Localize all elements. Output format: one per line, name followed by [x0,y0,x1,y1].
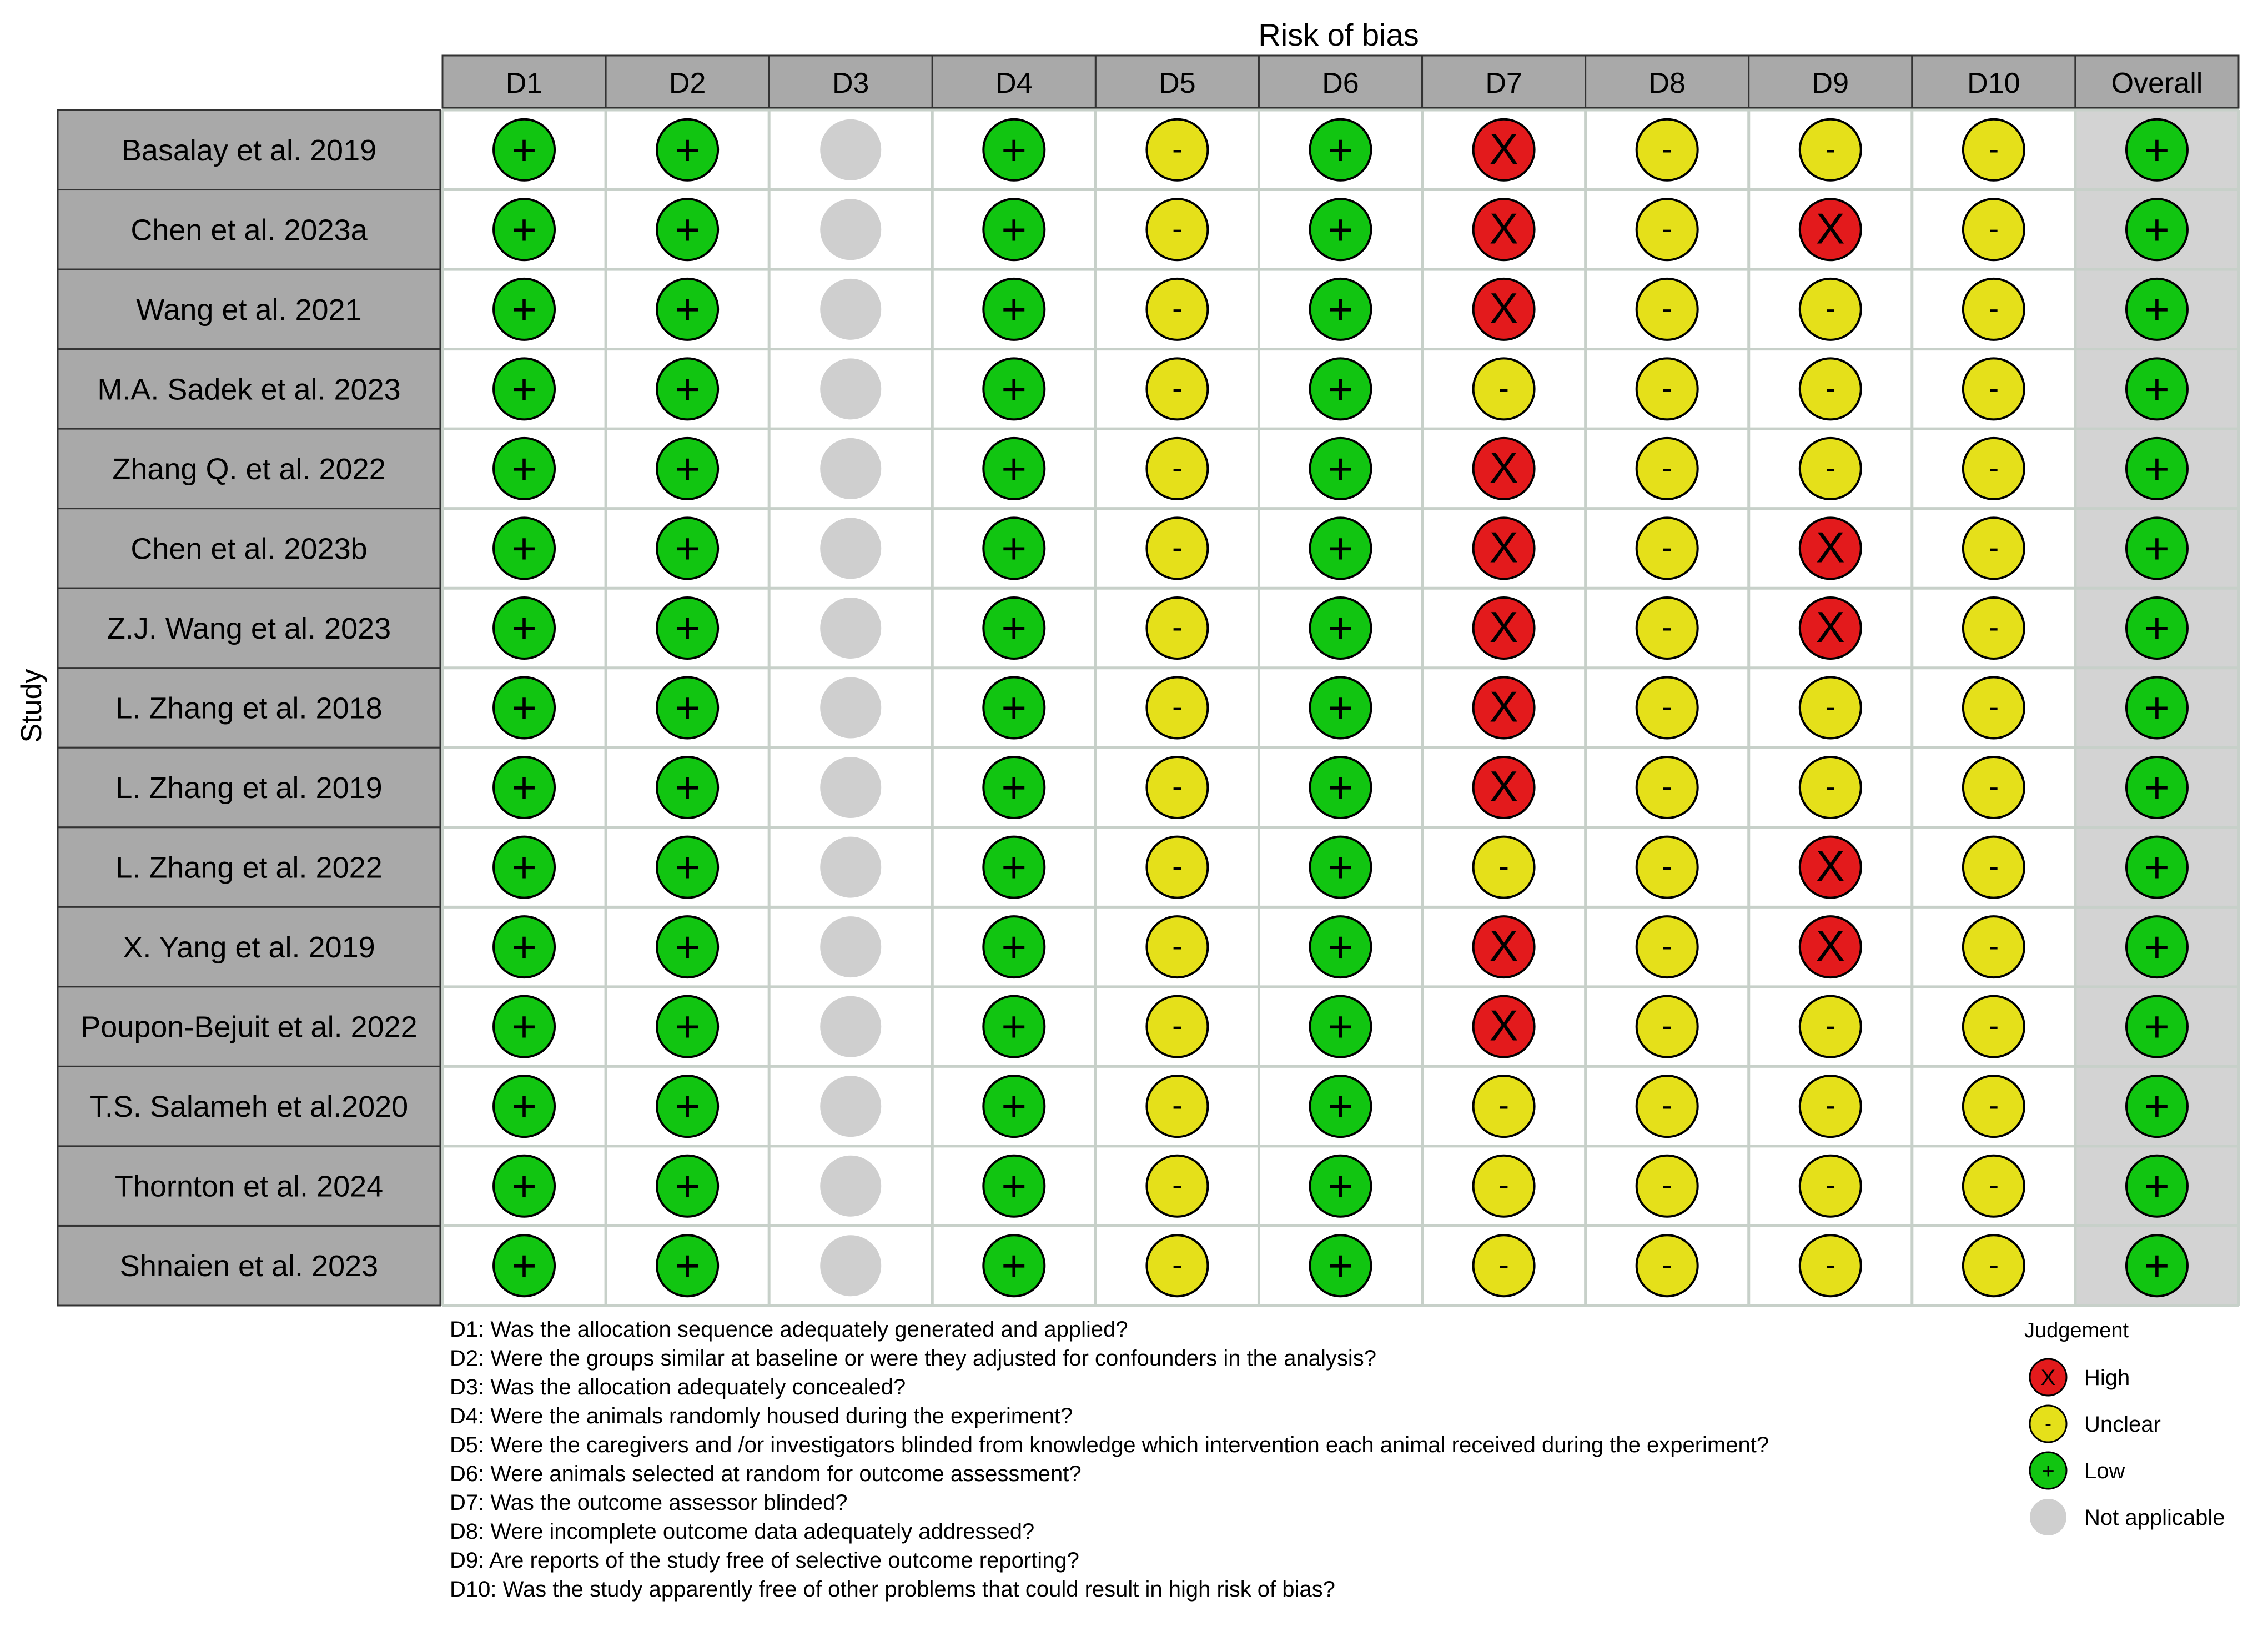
judgement-symbol: + [2144,842,2170,892]
judgement-symbol: + [675,683,700,732]
study-label: Thornton et al. 2024 [114,1170,384,1203]
study-label: M.A. Sadek et al. 2023 [97,373,401,406]
judgement-symbol: + [675,205,700,254]
judgement-symbol: - [1498,1247,1509,1282]
judgement-symbol: - [1172,370,1183,405]
judgement-symbol: + [675,922,700,972]
judgement-symbol: - [1498,1087,1509,1123]
judgement-symbol: + [675,1241,700,1291]
judgement-symbol: + [511,1002,537,1051]
judgement-symbol: + [675,284,700,334]
judgement-symbol: + [511,524,537,573]
judgement-symbol: - [1662,1087,1673,1123]
judgement-symbol: + [511,603,537,653]
judgement-symbol: + [511,1241,537,1291]
domain-note: D7: Was the outcome assessor blinded? [450,1490,848,1515]
study-label: L. Zhang et al. 2022 [115,851,383,885]
judgement-symbol: + [2144,444,2170,493]
judgement-mark [820,279,881,340]
legend-symbol: X [2040,1366,2056,1390]
domain-notes [450,1315,1769,1604]
legend-label: Low [2084,1459,2125,1483]
study-label: Shnaien et al. 2023 [119,1249,379,1283]
domain-header-label: D10 [1967,67,2020,99]
judgement-symbol: - [1498,370,1509,405]
judgement-symbol: + [511,922,537,972]
judgement-symbol: + [1327,922,1354,972]
judgement-symbol: - [1988,1087,1999,1123]
domain-header-label: D1 [505,67,543,99]
judgement-symbol: + [511,364,537,414]
judgement-symbol: - [1172,1247,1183,1282]
judgement-symbol: + [511,205,537,254]
judgement-symbol: + [1001,284,1027,334]
domain-header [442,56,2239,108]
study-label: Zhang Q. et al. 2022 [112,452,386,486]
judgement-symbol: - [1662,210,1673,246]
judgement-symbol: + [1327,1002,1354,1051]
judgement-symbol: - [1498,1167,1509,1202]
judgement-symbol: - [1825,370,1836,405]
judgement-symbol: - [1172,210,1183,246]
judgement-symbol: - [1988,290,1999,325]
judgement-symbol: + [1327,763,1354,812]
judgement-mark [820,916,881,977]
judgement-mark [820,678,881,739]
judgement-symbol: X [1489,682,1518,731]
judgement-symbol: + [1327,205,1354,254]
judgement-symbol: + [1327,364,1354,414]
judgement-symbol: - [1662,529,1673,565]
judgement-symbol: - [1662,290,1673,325]
domain-note: D5: Were the caregivers and /or investigators blinded from knowledge which intervention each animal received during the experiment? [450,1433,1769,1457]
judgement-symbol: + [1327,524,1354,573]
judgement-symbol: - [1662,449,1673,485]
domain-note: D8: Were incomplete outcome data adequately addressed? [450,1519,1035,1544]
judgement-mark [820,199,881,260]
judgement-mark [820,119,881,180]
judgement-symbol: - [1988,689,1999,724]
judgement-mark [820,1076,881,1137]
judgement-symbol: - [1172,769,1183,804]
judgement-symbol: + [2144,284,2170,334]
judgement-symbol: + [1327,284,1354,334]
judgement-symbol: + [1001,842,1027,892]
judgement-symbol: + [1001,524,1027,573]
judgement-symbol: X [1816,841,1845,891]
judgement-symbol: + [675,364,700,414]
judgement-symbol: + [675,524,700,573]
judgement-mark [820,598,881,659]
judgement-symbol: + [2144,364,2170,414]
judgement-mark [820,1235,881,1296]
judgement-symbol: - [1662,1167,1673,1202]
domain-header-label: D5 [1159,67,1196,99]
judgement-symbol: - [1172,1167,1183,1202]
judgement-symbol: - [1172,449,1183,485]
judgement-symbol: - [1662,769,1673,804]
judgement-symbol: - [1988,529,1999,565]
judgement-symbol: - [1988,449,1999,485]
study-labels [58,110,440,1306]
legend-label: Not applicable [2084,1505,2225,1530]
judgement-symbol: - [1988,370,1999,405]
judgement-symbol: - [1825,449,1836,485]
judgement-symbol: + [1001,444,1027,493]
study-label: X. Yang et al. 2019 [123,931,375,965]
judgement-symbol: X [1816,204,1845,253]
judgement-symbol: - [1988,210,1999,246]
judgement-symbol: - [1988,848,1999,884]
judgement-mark [820,996,881,1057]
judgement-symbol: + [2144,683,2170,732]
judgement-symbol: X [1816,523,1845,572]
judgement-symbol: + [1001,763,1027,812]
judgement-symbol: - [1172,689,1183,724]
judgement-symbol: X [1489,523,1518,572]
judgement-symbol: + [675,763,700,812]
judgement-symbol: + [675,1082,700,1131]
judgement-symbol: - [1172,609,1183,644]
judgement-symbol: + [2144,603,2170,653]
judgement-symbol: + [1001,922,1027,972]
judgement-symbol: - [1172,1007,1183,1043]
domain-note: D3: Was the allocation adequately concealed? [450,1375,906,1399]
judgement-symbol: + [2144,1241,2170,1291]
judgement-symbol: X [1489,443,1518,492]
legend-symbol: - [2045,1412,2051,1434]
judgement-symbol: + [675,1161,700,1211]
judgement-symbol: + [1001,1082,1027,1131]
study-label: Chen et al. 2023b [130,532,368,566]
legend [2024,1319,2225,1535]
judgement-symbol: - [1172,529,1183,565]
judgement-symbol: + [2144,524,2170,573]
domain-note: D10: Was the study apparently free of other problems that could result in high risk of bias? [450,1577,1335,1602]
study-label: L. Zhang et al. 2019 [115,771,383,805]
judgement-symbol: - [1172,290,1183,325]
judgement-mark [820,757,881,818]
judgement-symbol: X [1489,124,1518,173]
judgement-symbol: - [1172,928,1183,963]
judgement-symbol: + [511,763,537,812]
domain-header-label: D8 [1648,67,1686,99]
judgement-symbol: - [1825,769,1836,804]
judgement-symbol: - [1988,131,1999,166]
judgement-symbol: + [1327,1241,1354,1291]
legend-label: Unclear [2084,1412,2161,1437]
judgement-symbol: + [675,125,700,174]
domain-header-label: D7 [1485,67,1522,99]
judgement-symbol: X [1489,602,1518,651]
judgement-symbol: + [1001,1002,1027,1051]
judgement-symbol: + [511,444,537,493]
judgement-symbol: - [1172,848,1183,884]
domain-note: D4: Were the animals randomly housed during the experiment? [450,1404,1073,1428]
judgement-symbol: + [511,1161,537,1211]
chart-title: Risk of bias [1258,17,1419,52]
judgement-symbol: - [1498,848,1509,884]
judgement-symbol: - [1988,928,1999,963]
judgement-symbol: + [675,603,700,653]
judgement-symbol: + [1001,205,1027,254]
domain-header-label: D2 [668,67,706,99]
domain-note: D9: Are reports of the study free of selective outcome reporting? [450,1548,1079,1573]
judgement-mark [820,1156,881,1217]
judgement-symbol: - [1988,1167,1999,1202]
judgement-symbol: - [1172,131,1183,166]
domain-header-label: D3 [832,67,869,99]
judgement-symbol: + [511,1082,537,1131]
domain-note: D1: Was the allocation sequence adequately generated and applied? [450,1317,1128,1342]
judgement-symbol: - [1825,689,1836,724]
judgement-symbol: - [1825,290,1836,325]
judgement-symbol: + [1327,842,1354,892]
judgement-symbol: - [1825,1087,1836,1123]
judgement-symbol: + [1001,125,1027,174]
judgement-marks [494,119,2187,1296]
domain-header-label: D9 [1812,67,1849,99]
judgement-symbol: - [1988,609,1999,644]
judgement-symbol: - [1825,1167,1836,1202]
judgement-symbol: + [2144,125,2170,174]
judgement-symbol: - [1825,1007,1836,1043]
judgement-symbol: + [2144,1082,2170,1131]
legend-label: High [2084,1366,2130,1390]
y-axis-label: Study [16,669,48,743]
judgement-symbol: + [1001,364,1027,414]
study-label: Z.J. Wang et al. 2023 [107,611,391,645]
legend-symbol: + [2041,1459,2055,1483]
judgement-symbol: X [1489,762,1518,811]
judgement-symbol: - [1988,1247,1999,1282]
domain-note: D2: Were the groups similar at baseline or were they adjusted for confounders in the analysis? [450,1346,1377,1371]
judgement-symbol: + [511,683,537,732]
study-label: Chen et al. 2023a [130,213,368,247]
judgement-symbol: + [1327,603,1354,653]
study-label: Poupon-Bejuit et al. 2022 [81,1010,418,1044]
judgement-symbol: X [1489,921,1518,971]
judgement-symbol: + [511,842,537,892]
judgement-symbol: X [1816,602,1845,651]
judgement-symbol: + [675,1002,700,1051]
judgement-symbol: + [1327,1082,1354,1131]
judgement-symbol: + [1001,603,1027,653]
judgement-symbol: X [1489,283,1518,333]
judgement-mark [820,438,881,499]
legend-title: Judgement [2024,1319,2129,1342]
judgement-symbol: - [1662,131,1673,166]
domain-note: D6: Were animals selected at random for outcome assessment? [450,1462,1082,1486]
judgement-symbol: + [2144,1161,2170,1211]
study-label: T.S. Salameh et al.2020 [89,1090,409,1124]
judgement-symbol: - [1662,1247,1673,1282]
judgement-symbol: + [1327,683,1354,732]
judgement-symbol: - [1662,1007,1673,1043]
judgement-symbol: - [1988,1007,1999,1043]
judgement-symbol: - [1988,769,1999,804]
judgement-symbol: + [2144,1002,2170,1051]
judgement-symbol: + [675,842,700,892]
judgement-symbol: + [1001,1161,1027,1211]
judgement-mark [820,358,881,419]
judgement-symbol: + [2144,763,2170,812]
judgement-symbol: - [1825,1247,1836,1282]
study-label: L. Zhang et al. 2018 [115,691,383,725]
judgement-symbol: X [1489,1001,1518,1050]
judgement-mark [820,518,881,579]
study-label: Wang et al. 2021 [136,293,362,327]
judgement-symbol: X [1816,921,1845,971]
judgement-symbol: + [2144,922,2170,972]
domain-header-label: D4 [995,67,1033,99]
judgement-symbol: + [1327,125,1354,174]
judgement-symbol: + [1327,1161,1354,1211]
study-label: Basalay et al. 2019 [121,133,377,167]
judgement-symbol: + [511,125,537,174]
judgement-symbol: - [1662,609,1673,644]
legend-swatch [2030,1499,2066,1535]
domain-header-label: Overall [2111,67,2203,99]
domain-header-label: D6 [1322,67,1359,99]
judgement-symbol: - [1662,370,1673,405]
judgement-symbol: + [1001,683,1027,732]
judgement-symbol: - [1172,1087,1183,1123]
judgement-symbol: + [1327,444,1354,493]
judgement-symbol: - [1662,928,1673,963]
judgement-symbol: - [1662,689,1673,724]
judgement-symbol: + [675,444,700,493]
judgement-symbol: + [2144,205,2170,254]
judgement-symbol: + [511,284,537,334]
judgement-symbol: - [1825,131,1836,166]
judgement-symbol: X [1489,204,1518,253]
judgement-symbol: + [1001,1241,1027,1291]
judgement-symbol: - [1662,848,1673,884]
judgement-mark [820,837,881,898]
